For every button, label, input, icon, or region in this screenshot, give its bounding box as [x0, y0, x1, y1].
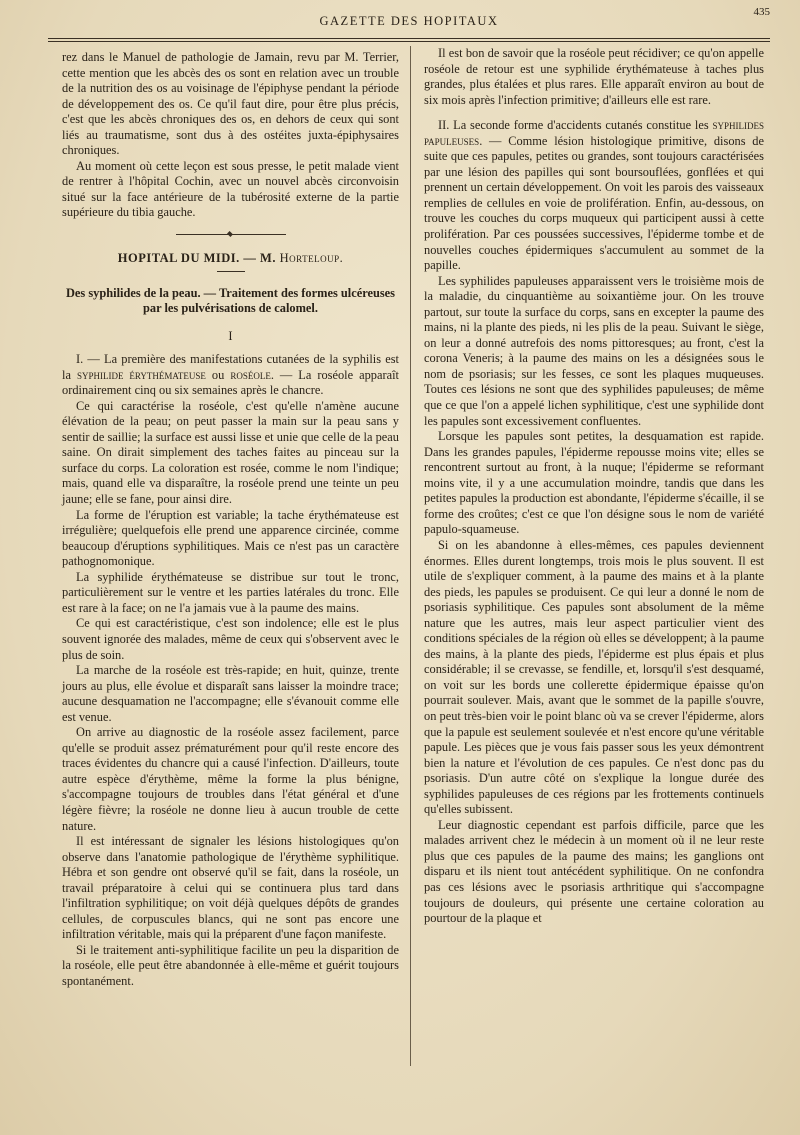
- paragraph-rest: . — La roséole apparaît ordinairement cinq ou six semaines après le chancre.: [62, 367, 399, 398]
- small-caps-term: syphilide érythémateuse: [76, 367, 206, 382]
- paragraph: rez dans le Manuel de pathologie de Jamain, revu par M. Terrier, cette mention que les abcès des os sont en relation avec un trouble de la nutrition des os au voisinage de l'épiphyse pendant la période de développement des os. Ce qu'il faut dire, pour être plus précis, c'est que les abcès chroniques des os, en dehors de ceux qui sont liés au traumatisme, sont dus à des ostéites juxta-épiphysaires chroniques.: [62, 50, 399, 158]
- left-column: [62, 50, 399, 990]
- section-author: Horteloup.: [279, 251, 344, 266]
- page-number: 435: [753, 6, 770, 18]
- column-divider: [410, 46, 411, 1066]
- paragraph-rest: . — Comme lésion histologique primitive, disons de suite que ces papules, petites ou grandes, sont toujours caractérisées par une lésion des papilles qui sont boursouflées, gonflées et qui prennent un certain développement. On voit les parois des vaisseaux remplies de cellules en voie de prolifération. Enfin, au-dessous, on trouve les couches du corps muqueux qui participent aussi à cette prolifération. Par ces poussées successives, l'épiderme tombe et de nouvelles couches épidermiques s'accumulent au sommet de la papille.: [424, 133, 764, 273]
- paragraph: La syphilide érythémateuse se distribue sur tout le tronc, particulièrement sur le ventre et les parties latérales du tronc. Elle est rare à la face; on ne l'a jamais vue à la paume des mains.: [62, 569, 399, 615]
- page-header: [48, 6, 770, 40]
- header-rule-secondary: [48, 41, 770, 42]
- paragraph: Il est bon de savoir que la roséole peut récidiver; ce qu'on appelle roséole de retour est une syphilide érythémateuse à taches plus grandes, plus étalées et plus rares. Elle apparaît environ au bout de six mois après l'infection primitive; d'ailleurs elle est rare.: [424, 46, 764, 107]
- article-title: Des syphilides de la peau. — Traitement des formes ulcéreuses par les pulvérisations de calomel.: [65, 285, 396, 316]
- right-column: [424, 46, 764, 927]
- paragraph: La forme de l'éruption est variable; la tache érythémateuse est irrégulière; quelquefois elle prend une apparence circinée, comme beaucoup d'éruptions syphilitiques. Mais ce n'est pas un caractère pathognomonique.: [62, 507, 399, 569]
- paragraph: Lorsque les papules sont petites, la desquamation est rapide. Dans les grandes papules, l'épiderme repousse moins vite; elles se rencontrent surtout au front, à la nuque; l'épiderme se reformant moins vite, il y a une accumulation moindre, tandis que dans les petites papules la production est abondante, l'épiderme s'écaille, il se forme des croûtes; c'est ce que l'on désigne sous le nom de variété papulo-squameuse.: [424, 429, 764, 537]
- header-rule: [48, 38, 770, 39]
- section-separator: [176, 231, 286, 237]
- paragraph: Ce qui caractérise la roséole, c'est qu'elle n'amène aucune élévation de la peau; on peut passer la main sur la peau sans y sentir de saillie; la surface est aussi lisse et unie que celle de la peau saine. On dirait simplement des taches faites au pinceau sur la surface du corps. La coloration est rosée, comme le nom l'indique; mais, quand elle va disparaître, la roséole prend une teinte un peu jaune; elle se fane, pour ainsi dire.: [62, 398, 399, 507]
- small-caps-term: syphilides papuleuses: [424, 118, 764, 148]
- paragraph: Ce qui est caractéristique, c'est son indolence; elle est le plus souvent ignorée des malades, même de ceux qui s'observent avec le plus de soin.: [62, 616, 399, 662]
- section-title: [62, 251, 399, 267]
- short-rule: [217, 271, 245, 272]
- paragraph-lead: II. La seconde forme d'accidents cutanés constitue les: [438, 118, 713, 133]
- paragraph: Si on les abandonne à elles-mêmes, ces papules deviennent énormes. Elles durent longtemps, trois mois le plus souvent. Il est utile de s'expliquer comment, à la paume des mains et à la plante des pieds, les papules se produisent. Ce qui leur a donné le nom de psoriasis syphilitique. Ces papules sont absolument de la même nature que les autres, mais leur aspect particulier vient des conditions spéciales de la région où elles se développent; à la paume des mains, à la plante des pieds, l'épiderme est plus épais et plus considérable; il se crevasse, se fendille, et, lorsqu'il s'est desquamé, on voit sur les bords une collerette épidermique épaisse qu'on pourrait soulever. Mais, avant que le sommet de la papille s'ouvre, on peut très-bien voir le point blanc où va se crever l'épiderme, alors que la papule est seulement soulevée et n'est encore qu'une véritable papule. Les pièces que je vous fais passer sous les yeux démontrent bien la nature et l'évolution de ces papules. Ce n'est donc pas du psoriasis. D'un autre côté on s'explique la longue durée des syphilides papuleuses de ces régions par les frottements continuels qu'elles subissent.: [424, 537, 764, 817]
- paragraph: Les syphilides papuleuses apparaissent vers le troisième mois de la maladie, du cinquantième au soixantième jour. On les trouve partout, sur toute la surface du corps, sans en excepter la paume des mains, ni la plante des pieds, ni les plis de la peau. Suivant le siège, on leur a donné autrefois des noms pittoresques; au front, c'est la corona Veneris; à la paume des mains on les a désignées sous le nom de psoriasis; sur les fesses, ce sont les plaques muqueuses. Toutes ces lésions ne sont que des syphilides papuleuses; de même que ce que l'on a appelé lichen syphilitique, c'est une syphilide dont les papules sont excessivement confluentes.: [424, 273, 764, 428]
- paragraph: [424, 118, 764, 273]
- paragraph-connector: ou: [205, 367, 231, 382]
- paragraph: On arrive au diagnostic de la roséole assez facilement, parce qu'elle se produit assez prématurément pour qu'il reste encore des traces évidentes du chancre qui a causé l'infection. D'ailleurs, toute autre espèce d'érythème, même la forme la plus bénigne, s'accompagne toujours de troubles dans l'état général et d'une légère fièvre; la roséole ne donne lieu à aucun trouble de cette nature.: [62, 725, 399, 833]
- paragraph: Leur diagnostic cependant est parfois difficile, parce que les malades arrivent chez le médecin à un moment où il ne leur reste plus que ces papules de la paume des mains; les ganglions ont disparu et ils nient tout antécédent syphilitique. On ne confondra pas ces lésions avec le psoriasis arthritique qui s'accompagne toujours de douleurs, qui présente une certaine coloration au pourtour de la plaque et: [424, 817, 764, 926]
- paragraph: [62, 352, 399, 399]
- paragraph-lead: I. — La première des manifestations cutanées de la syphilis est la: [62, 352, 399, 382]
- small-caps-term: roséole: [230, 367, 271, 382]
- running-title: GAZETTE DES HOPITAUX: [319, 14, 499, 28]
- section-numeral: I: [228, 328, 233, 343]
- paragraph: Au moment où cette leçon est sous presse, le petit malade vient de rentrer à l'hôpital Cochin, avec un nouvel abcès circonvoisin situé sur la face antérieure de la tubérosité externe de la partie supérieure du tibia gauche.: [62, 158, 399, 220]
- paragraph: Si le traitement anti-syphilitique facilite un peu la disparition de la roséole, elle peut être abandonnée à elle-même et guérit toujours spontanément.: [62, 942, 399, 988]
- paragraph: Il est intéressant de signaler les lésions histologiques qu'on observe dans l'anatomie pathologique de l'érythème syphilitique. Hébra et son gendre ont observé qu'il se fait, dans la roséole, un travail préparatoire à celui qui se continuera plus tard dans l'infiltration syphilitique; on voit déjà quelques dépôts de grandes cellules, de corpuscules blancs, qui ne sont pas encore une infiltration véritable, mais qui la préparent d'une façon manifeste.: [62, 834, 399, 942]
- paragraph: La marche de la roséole est très-rapide; en huit, quinze, trente jours au plus, elle évolue et disparaît sans laisser la moindre trace; aucune desquamation ne l'accompagne; elle s'évanouit comme elle est venue.: [62, 663, 399, 724]
- section-title-text: HOPITAL DU MIDI. — M.: [117, 251, 280, 266]
